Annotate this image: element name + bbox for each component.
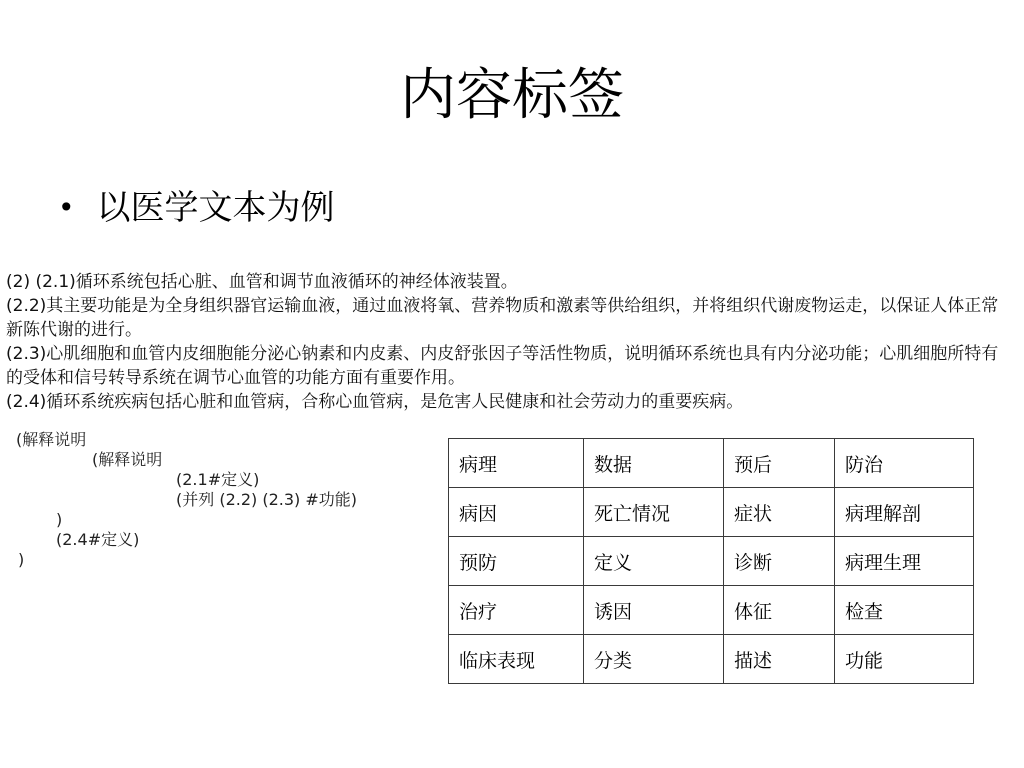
table-cell: 描述: [724, 635, 835, 684]
table-row: [449, 537, 974, 586]
table-cell: 数据: [584, 439, 724, 488]
tree-line: (解释说明: [16, 430, 87, 449]
table-row: [449, 439, 974, 488]
table-cell: 体征: [724, 586, 835, 635]
table-cell: 症状: [724, 488, 835, 537]
table-cell: 临床表现: [449, 635, 584, 684]
bullet-item: [58, 184, 335, 232]
tree-line: (并列 (2.2) (2.3) #功能): [176, 490, 358, 509]
tree-line: ): [18, 550, 25, 569]
tree-line: ): [56, 510, 63, 529]
table-row: [449, 635, 974, 684]
table-row: [449, 586, 974, 635]
table-cell: 病因: [449, 488, 584, 537]
content-tags-table: [448, 438, 974, 684]
table-cell: 病理生理: [835, 537, 974, 586]
table-cell: 诊断: [724, 537, 835, 586]
table-row: [449, 488, 974, 537]
excerpt-line: (2.3)心肌细胞和血管内皮细胞能分泌心钠素和内皮素、内皮舒张因子等活性物质，说明循环系统也具有内分泌功能；心肌细胞所特有的受体和信号转导系统在调节心血管的功能方面有重要作用。: [6, 344, 999, 388]
table-cell: 定义: [584, 537, 724, 586]
table-cell: 防治: [835, 439, 974, 488]
excerpt-line: (2.4)循环系统疾病包括心脏和血管病，合称心血管病，是危害人民健康和社会劳动力的重要疾病。: [6, 392, 744, 412]
tree-line: (解释说明: [92, 450, 163, 469]
table-cell: 死亡情况: [584, 488, 724, 537]
table-cell: 功能: [835, 635, 974, 684]
table-cell: 病理解剖: [835, 488, 974, 537]
table-cell: 诱因: [584, 586, 724, 635]
annotation-tree: [16, 430, 446, 570]
table-cell: 预后: [724, 439, 835, 488]
table-cell: 治疗: [449, 586, 584, 635]
table-cell: 分类: [584, 635, 724, 684]
tree-line: (2.4#定义): [56, 530, 140, 549]
excerpt-line: (2) (2.1)循环系统包括心脏、血管和调节血液循环的神经体液装置。: [6, 272, 518, 292]
medical-text-excerpt: [6, 270, 1006, 414]
slide-title: 内容标签: [400, 63, 624, 128]
table-cell: 病理: [449, 439, 584, 488]
table-cell: 预防: [449, 537, 584, 586]
table-cell: 检查: [835, 586, 974, 635]
bullet-text: 以医学文本为例: [96, 188, 335, 228]
tree-line: (2.1#定义): [176, 470, 260, 489]
excerpt-line: (2.2)其主要功能是为全身组织器官运输血液，通过血液将氧、营养物质和激素等供给组织，并将组织代谢废物运走，以保证人体正常新陈代谢的进行。: [6, 296, 999, 340]
bullet-dot-icon: •: [58, 191, 75, 224]
